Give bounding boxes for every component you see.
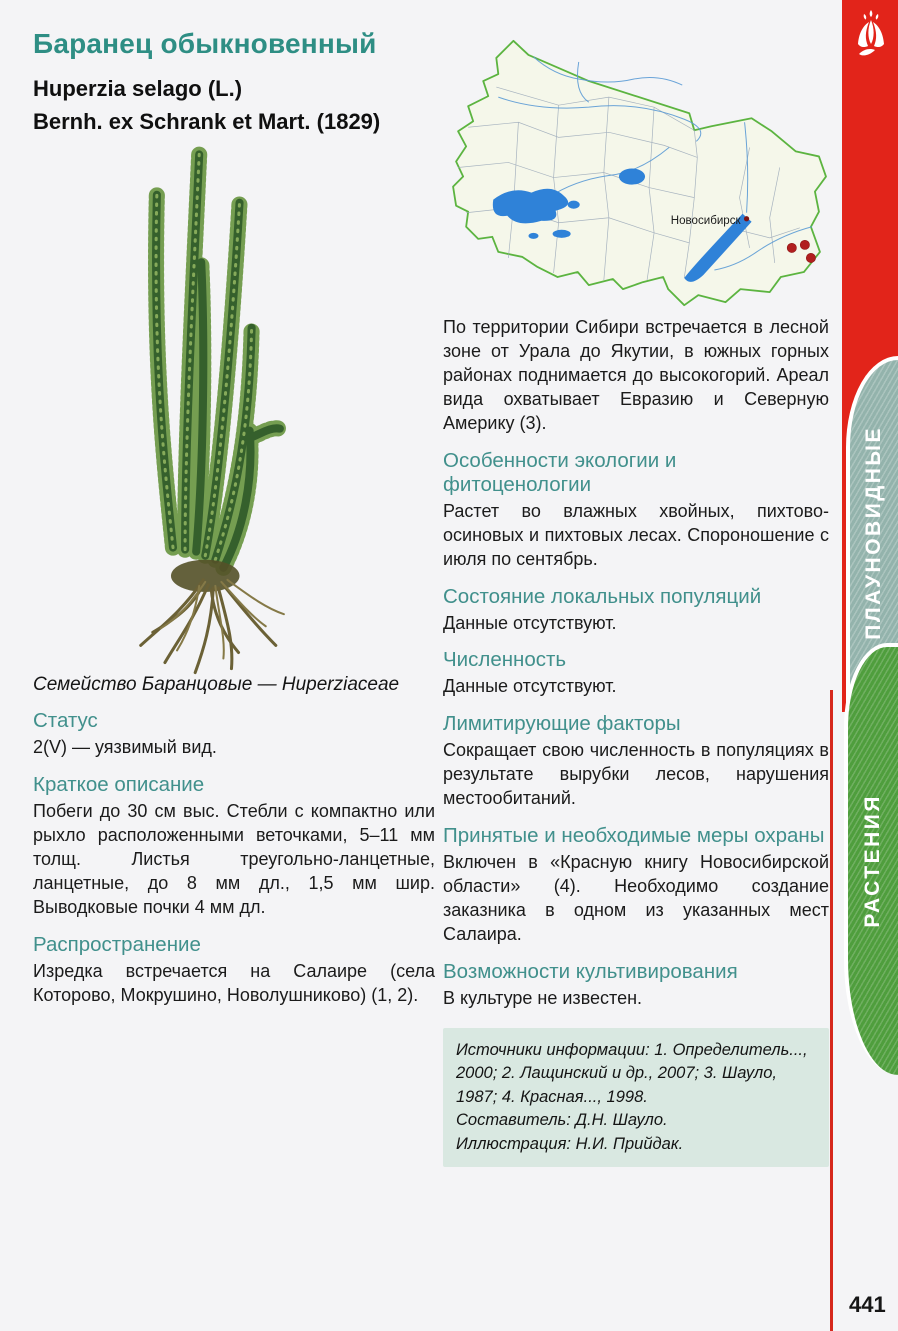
section-heading-ecology: Особенности экологии и фитоценологии — [443, 448, 677, 496]
page-number: 441 — [849, 1292, 886, 1317]
sources-line: Источники информации: 1. Определитель..., 2000; 2. Лащинский и др., 2007; 3. Шауло, 1987; 4. Красная..., 1998. — [456, 1040, 808, 1106]
right-column — [443, 316, 829, 1167]
section-body-abundance: Данные отсутствуют. — [443, 676, 617, 697]
sources-box — [443, 1028, 829, 1167]
section-heading-local-populations: Состояние локальных популяций — [443, 584, 762, 608]
family-line: Семейство Баранцовые — Huperziaceae — [33, 674, 400, 695]
section-heading-description: Краткое описание — [33, 772, 205, 796]
redbook-flower-icon — [851, 8, 891, 64]
section-body-description: Побеги до 30 см выс. Стебли с компактно или рыхло расположенными веточками, 5–11 мм толщ. Листья треугольно-ланцетные, ланцетные, до 8 мм дл., 1,5 мм шир. Выводковые почки 4 мм дл. — [33, 800, 435, 917]
sidebar-tab-plants-label: РАСТЕНИЯ — [861, 794, 884, 928]
section-body-ecology: Растет во влажных хвойных, пихтово-осиновых и пихтовых лесах. Спороношение с июля по сентябрь. — [443, 500, 829, 569]
section-body-limiting-factors: Сокращает свою численность в популяциях в результате вырубки лесов, нарушения местообитаний. — [443, 740, 829, 809]
plant-illustration-svg — [52, 136, 420, 686]
section-body-protection-measures: Включен в «Красную книгу Новосибирской области» (4). Необходимо создание заказника в одном из указанных мест Салаира. — [443, 852, 829, 944]
distribution-continued: По территории Сибири встречается в лесной зоне от Урала до Якутии, в южных горных районах поднимается до высокогорий. Ареал вида охватывает Евразию и Северную Америку (3). — [443, 317, 829, 433]
section-heading-cultivation: Возможности культивирования — [443, 959, 738, 983]
section-heading-limiting-factors: Лимитирующие факторы — [443, 712, 681, 736]
roots — [141, 580, 284, 673]
sidebar-red-rule — [830, 690, 833, 1331]
sidebar-tab-lycopods-label: ПЛАУНОВИДНЫЕ — [862, 426, 885, 640]
species-latin-name: Huperzia selago (L.) — [33, 76, 243, 101]
root-clump — [171, 560, 240, 592]
city-label: Новосибирск — [670, 214, 741, 227]
section-heading-abundance: Численность — [443, 648, 567, 672]
range-map — [438, 26, 830, 314]
section-body-cultivation: В культуре не известен. — [443, 987, 643, 1008]
section-heading-protection-measures: Принятые и необходимые меры охраны — [443, 824, 825, 848]
species-header — [33, 28, 433, 138]
city-dot — [744, 216, 749, 221]
compiler-line: Составитель: Д.Н. Шауло. — [456, 1111, 668, 1130]
species-author-citation: Bernh. ex Schrank et Mart. (1829) — [33, 109, 381, 134]
range-map-svg — [438, 26, 830, 314]
section-body-local-populations: Данные отсутствуют. — [443, 612, 617, 633]
left-column — [33, 674, 435, 1008]
species-title-russian: Баранец обыкновенный — [33, 28, 377, 59]
illustrator-line: Иллюстрация: Н.И. Прийдак. — [456, 1134, 684, 1153]
section-body-status: 2(V) — уязвимый вид. — [33, 737, 217, 757]
section-heading-status: Статус — [33, 709, 98, 732]
section-heading-distribution: Распространение — [33, 932, 201, 956]
section-body-distribution: Изредка встречается на Салаире (села Которово, Мокрушино, Новолушниково) (1, 2). — [33, 960, 435, 1005]
sidebar-tab-plants — [844, 643, 898, 1075]
plant-illustration — [52, 136, 420, 686]
